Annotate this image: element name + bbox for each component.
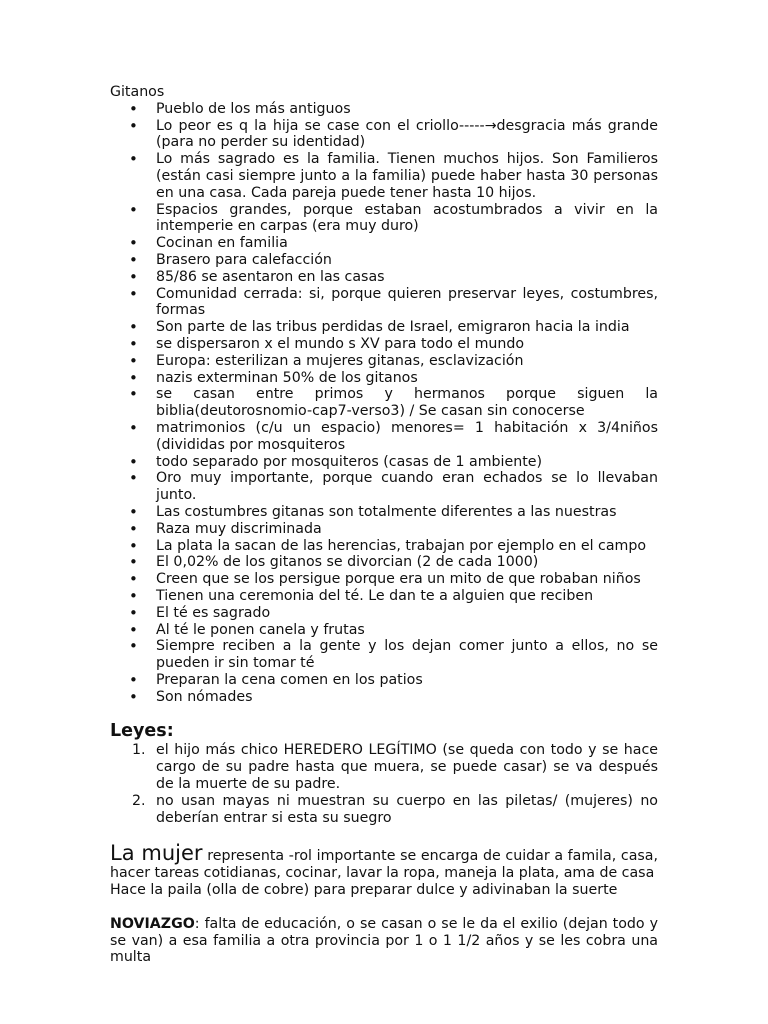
bullet-text: Europa: esterilizan a mujeres gitanas, esclavización bbox=[156, 352, 524, 369]
bullet-icon: • bbox=[129, 536, 138, 555]
bullet-item bbox=[110, 554, 658, 571]
bullet-item bbox=[110, 151, 658, 201]
bullet-text: Oro muy importante, porque cuando eran echados se lo llevaban junto. bbox=[156, 470, 658, 504]
bullet-text: se casan entre primos y hermanos porque siguen la biblia(deutorosnomio-cap7-verso3) / Se casan sin conocerse bbox=[156, 386, 658, 420]
bullet-text: El té es sagrado bbox=[156, 604, 271, 621]
bullet-item bbox=[110, 353, 658, 370]
bullet-item bbox=[110, 336, 658, 353]
bullet-text: El 0,02% de los gitanos se divorcian (2 de cada 1000) bbox=[156, 554, 539, 571]
bullet-icon: • bbox=[129, 234, 138, 253]
bullet-icon: • bbox=[129, 603, 138, 622]
bullet-icon: • bbox=[129, 620, 138, 639]
bullet-icon: • bbox=[129, 687, 138, 706]
bullet-icon: • bbox=[129, 334, 138, 353]
bullet-text: Creen que se los persigue porque era un mito de que robaban niños bbox=[156, 571, 641, 588]
bullet-icon: • bbox=[129, 469, 138, 488]
bullet-icon: • bbox=[129, 116, 138, 135]
bullet-text: La plata la sacan de las herencias, trabajan por ejemplo en el campo bbox=[156, 537, 647, 554]
bullet-item bbox=[110, 622, 658, 639]
document-page bbox=[110, 84, 658, 966]
mujer-lead: La mujer bbox=[110, 841, 203, 866]
law-text: no usan mayas ni muestran su cuerpo en las piletas/ (mujeres) no deberían entrar si esta su suegro bbox=[156, 792, 658, 826]
bullet-icon: • bbox=[129, 99, 138, 118]
bullet-text: Al té le ponen canela y frutas bbox=[156, 621, 365, 638]
bullet-icon: • bbox=[129, 586, 138, 605]
bullet-item bbox=[110, 470, 658, 504]
bullet-item bbox=[110, 521, 658, 538]
bullet-icon: • bbox=[129, 637, 138, 656]
mujer-text: representa -rol importante se encarga de cuidar a famila, casa, hacer tareas cotidianas, cocinar, lavar la ropa, maneja la plata, ama de casa bbox=[110, 848, 658, 882]
bullet-text: Pueblo de los más antiguos bbox=[156, 100, 351, 117]
leyes-heading: Leyes: bbox=[110, 721, 174, 742]
mujer-paragraph bbox=[110, 841, 658, 882]
bullet-item bbox=[110, 638, 658, 672]
law-number: 1. bbox=[132, 742, 146, 759]
bullet-icon: • bbox=[129, 351, 138, 370]
bullet-text: Espacios grandes, porque estaban acostumbrados a vivir en la intemperie en carpas (era muy duro) bbox=[156, 201, 658, 235]
bullet-item bbox=[110, 269, 658, 286]
bullet-item bbox=[110, 454, 658, 471]
bullet-text: Brasero para calefacción bbox=[156, 251, 332, 268]
law-item bbox=[110, 742, 658, 792]
bullet-icon: • bbox=[129, 200, 138, 219]
bullet-item bbox=[110, 286, 658, 320]
bullet-icon: • bbox=[129, 502, 138, 521]
bullet-item bbox=[110, 672, 658, 689]
bullet-icon: • bbox=[129, 385, 138, 404]
law-number: 2. bbox=[132, 792, 146, 809]
bullet-item bbox=[110, 235, 658, 252]
bullet-icon: • bbox=[129, 267, 138, 286]
bullet-item bbox=[110, 571, 658, 588]
bullet-text: Raza muy discriminada bbox=[156, 520, 322, 537]
bullet-icon: • bbox=[129, 250, 138, 269]
bullet-text: Preparan la cena comen en los patios bbox=[156, 671, 423, 688]
noviazgo-text: : falta de educación, o se casan o se le da el exilio (dejan todo y se van) a esa familia a otra provincia por 1 o 1 1/2 años y se les cobra una multa bbox=[110, 915, 658, 966]
bullet-list bbox=[110, 101, 658, 706]
law-text: el hijo más chico HEREDERO LEGÍTIMO (se queda con todo y se hace cargo de su padre hasta que muera, se puede casar) se va después de la muerte de su padre. bbox=[156, 742, 658, 793]
bullet-item bbox=[110, 504, 658, 521]
bullet-text: Las costumbres gitanas son totalmente diferentes a las nuestras bbox=[156, 503, 617, 520]
bullet-item bbox=[110, 420, 658, 454]
bullet-item bbox=[110, 538, 658, 555]
bullet-item bbox=[110, 370, 658, 387]
bullet-item bbox=[110, 252, 658, 269]
bullet-text: todo separado por mosquiteros (casas de 1 ambiente) bbox=[156, 453, 543, 470]
bullet-icon: • bbox=[129, 570, 138, 589]
bullet-text: 85/86 se asentaron en las casas bbox=[156, 268, 385, 285]
bullet-icon: • bbox=[129, 418, 138, 437]
bullet-icon: • bbox=[129, 368, 138, 387]
bullet-text: matrimonios (c/u un espacio) menores= 1 habitación x 3/4niños (divididas por mosquiteros bbox=[156, 419, 658, 453]
bullet-text: se dispersaron x el mundo s XV para todo el mundo bbox=[156, 335, 525, 352]
bullet-item bbox=[110, 588, 658, 605]
bullet-icon: • bbox=[129, 519, 138, 538]
bullet-text: Siempre reciben a la gente y los dejan comer junto a ellos, no se pueden ir sin tomar té bbox=[156, 638, 658, 672]
bullet-text: Son parte de las tribus perdidas de Israel, emigraron hacia la india bbox=[156, 319, 630, 336]
bullet-icon: • bbox=[129, 452, 138, 471]
bullet-item bbox=[110, 689, 658, 706]
laws-list bbox=[110, 742, 658, 826]
bullet-icon: • bbox=[129, 284, 138, 303]
bullet-icon: • bbox=[129, 553, 138, 572]
bullet-item bbox=[110, 101, 658, 118]
bullet-text: Cocinan en familia bbox=[156, 235, 288, 252]
bullet-text: Lo peor es q la hija se case con el criollo-----→desgracia más grande (para no perder su identidad) bbox=[156, 117, 658, 151]
document-title: Gitanos bbox=[110, 84, 165, 100]
paila-paragraph: Hace la paila (olla de cobre) para preparar dulce y adivinaban la suerte bbox=[110, 882, 618, 899]
bullet-icon: • bbox=[129, 670, 138, 689]
paragraph-spacer bbox=[110, 899, 658, 916]
bullet-item bbox=[110, 118, 658, 152]
bullet-text: nazis exterminan 50% de los gitanos bbox=[156, 369, 418, 386]
bullet-icon: • bbox=[129, 318, 138, 337]
bullet-item bbox=[110, 605, 658, 622]
bullet-item bbox=[110, 202, 658, 236]
bullet-text: Tienen una ceremonia del té. Le dan te a alguien que reciben bbox=[156, 587, 594, 604]
bullet-item bbox=[110, 386, 658, 420]
law-item bbox=[110, 793, 658, 827]
noviazgo-label: NOVIAZGO bbox=[110, 915, 195, 932]
bullet-text: Lo más sagrado es la familia. Tienen muchos hijos. Son Familieros (están casi siempre junto a la familia) puede haber hasta 30 personas en una casa. Cada pareja puede tener hasta 10 hijos. bbox=[156, 151, 658, 201]
bullet-text: Comunidad cerrada: si, porque quieren preservar leyes, costumbres, formas bbox=[156, 285, 658, 319]
noviazgo-paragraph bbox=[110, 916, 658, 966]
bullet-item bbox=[110, 319, 658, 336]
bullet-text: Son nómades bbox=[156, 688, 253, 705]
bullet-icon: • bbox=[129, 150, 138, 169]
